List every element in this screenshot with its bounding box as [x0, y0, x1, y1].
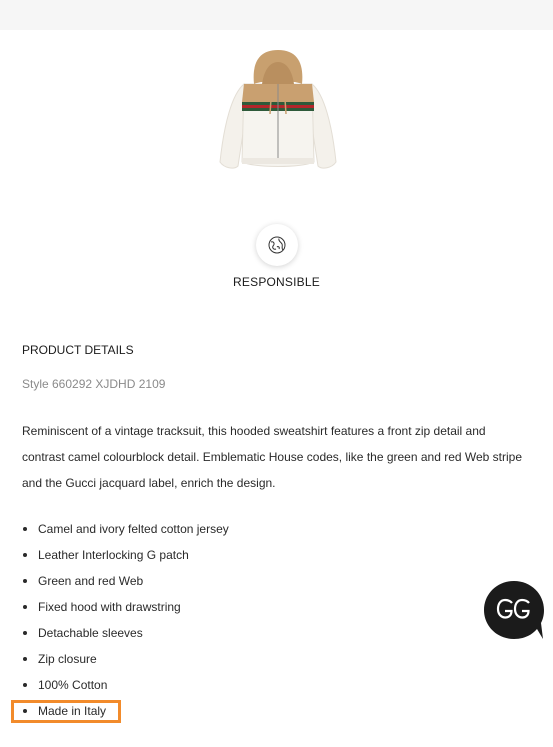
responsible-icon-button[interactable]: [256, 224, 298, 266]
product-image[interactable]: [214, 44, 342, 178]
globe-leaf-icon: [267, 235, 287, 255]
feature-item: Zip closure: [22, 646, 229, 672]
highlight-box: [11, 700, 121, 723]
feature-item: Detachable sleeves: [22, 620, 229, 646]
feature-item: 100% Cotton: [22, 672, 229, 698]
feature-list: [22, 516, 229, 724]
chat-button[interactable]: [483, 579, 545, 641]
product-description: Reminiscent of a vintage tracksuit, this hooded sweatshirt features a front zip detail and contrast camel colourblock detail. Emblematic House codes, like the green and red Web stripe and the Gucci jacquard label, enrich the design.: [22, 424, 523, 490]
product-details-title: PRODUCT DETAILS: [22, 343, 134, 357]
top-strip: [0, 0, 553, 30]
feature-item: Fixed hood with drawstring: [22, 594, 229, 620]
feature-item: Leather Interlocking G patch: [22, 542, 229, 568]
style-code: Style 660292 XJDHD 2109: [22, 377, 166, 391]
responsible-label: RESPONSIBLE: [233, 275, 320, 289]
feature-item: Camel and ivory felted cotton jersey: [22, 516, 229, 542]
feature-item: Made in Italy: [22, 698, 229, 724]
feature-item: Green and red Web: [22, 568, 229, 594]
